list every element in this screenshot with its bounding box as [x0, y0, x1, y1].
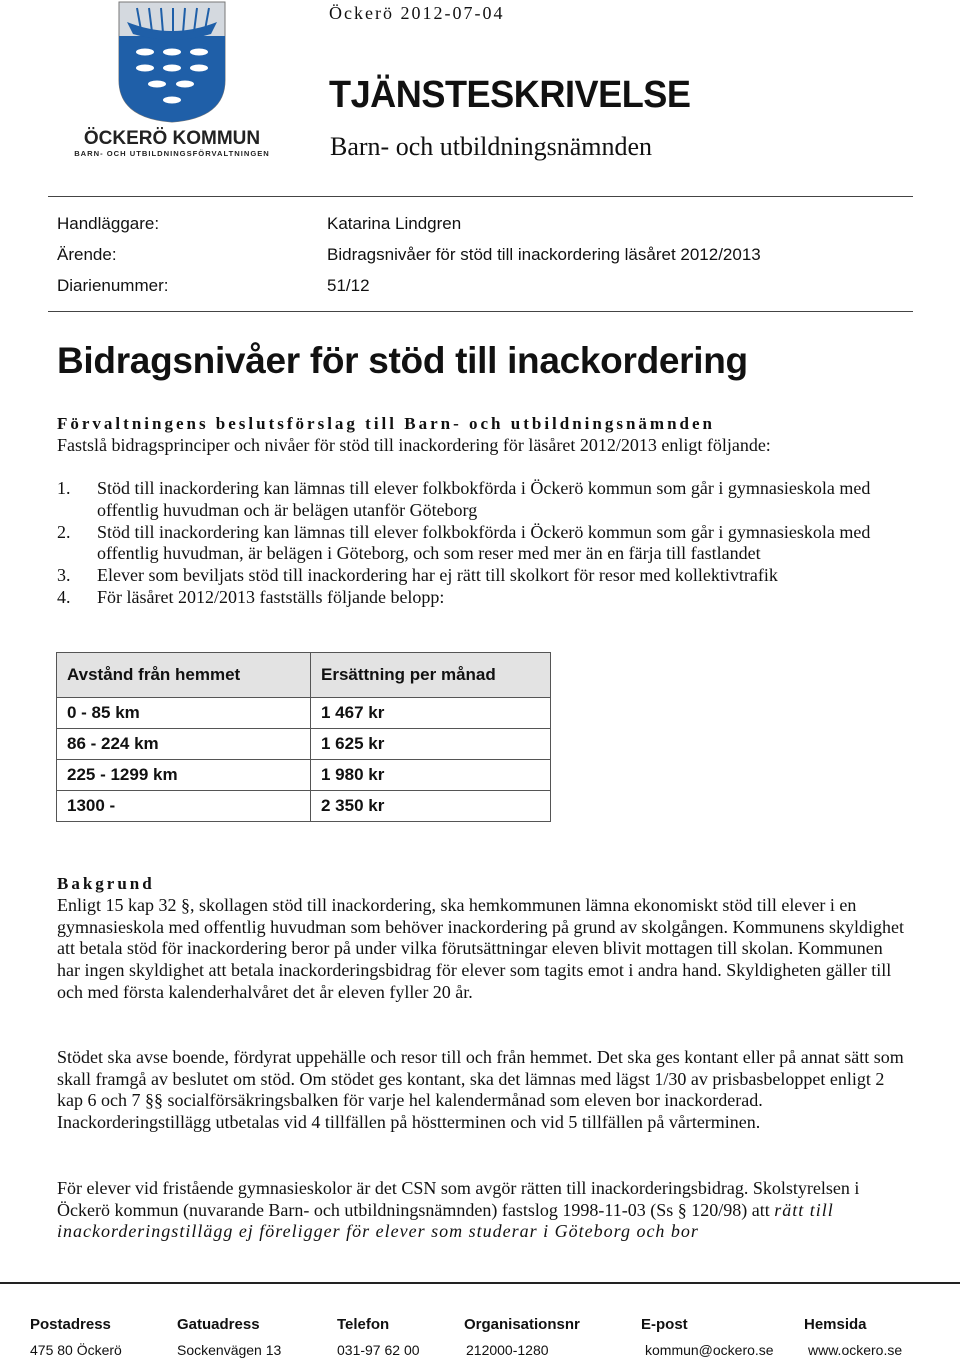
table-row [57, 729, 551, 760]
footer-divider [0, 1282, 960, 1284]
handlaggare-value: Katarina Lindgren [327, 214, 462, 233]
table-row [57, 791, 551, 822]
diarienummer-value: 51/12 [327, 276, 370, 295]
list-item-text: Stöd till inackordering kan lämnas till elever folkbokförda i Öckerö kommun som går i gymnasieskola med offentlig huvudman och är belägen utanför Göteborg [97, 478, 871, 520]
list-item [57, 522, 907, 566]
table-row [57, 698, 551, 729]
document-date: Öckerö 2012-07-04 [329, 3, 505, 23]
footer-label-organisationsnr: Organisationsnr [464, 1316, 580, 1333]
list-item-number: 4. [57, 586, 71, 607]
footer-label-gatuadress: Gatuadress [177, 1316, 260, 1333]
footer-value-gatuadress: Sockenvägen 13 [177, 1342, 282, 1358]
svg-text:BARN- OCH UTBILDNINGSFÖRVALTNI: BARN- OCH UTBILDNINGSFÖRVALTNINGEN [74, 149, 270, 158]
footer-value-hemsida: www.ockero.se [808, 1342, 903, 1358]
rates-table [56, 652, 551, 822]
list-item-text: Stöd till inackordering kan lämnas till elever folkbokförda i Öckerö kommun som går i gymnasieskola med offentlig huvudman, är belägen i Göteborg, och som reser med mer än en färja till fastlandet [97, 521, 871, 564]
background-heading: Bakgrund [57, 874, 155, 893]
footer-label-epost: E-post [641, 1316, 688, 1333]
table-cell: 2 350 kr [311, 791, 551, 822]
table-header-row [57, 653, 551, 698]
divider [48, 196, 913, 197]
department-name: Barn- och utbildningsnämnden [330, 132, 653, 161]
list-item-number: 3. [57, 565, 71, 586]
background-paragraph-1: Enligt 15 kap 32 §, skollagen stöd till inackordering, ska hemkommunen lämna ekonomiskt stöd till elever i en gymnasieskola med offentlig huvudman som behöver inackordering på grund av skolgången. Kommunens skyldighet att betala stöd för inackordering beror på under vilka förutsättningar eleven blivit mottagen till skolan. Kommunen har ingen skyldighet att betala inackorderingsbidrag för elever som tagits emot i andra hand. Skyldigheten gäller till och med första kalenderhalvåret det år eleven fyller 20 år. [57, 895, 905, 1002]
table-cell: 1 467 kr [311, 698, 551, 729]
footer-value-telefon: 031-97 62 00 [337, 1342, 420, 1358]
proposal-heading: Förvaltningens beslutsförslag till Barn- och utbildningsnämnden [57, 414, 716, 433]
paragraph-text: För elever vid fristående gymnasieskolor är det CSN som avgör rätten till inackorderingsbidrag. Skolstyrelsen i Öckerö kommun (nuvarande Barn- och utbildningsnämnden) fastslog 1998-11-03 (Ss § 120/98) att [57, 1178, 860, 1220]
footer-value-epost: kommun@ockero.se [645, 1342, 774, 1358]
table-cell: 86 - 224 km [57, 729, 311, 760]
document-type-title: TJÄNSTESKRIVELSE [329, 74, 691, 116]
footer-label-telefon: Telefon [337, 1316, 390, 1333]
list-item-text: För läsåret 2012/2013 fastställs följande belopp: [97, 586, 445, 607]
background-paragraph-3 [57, 1178, 907, 1243]
list-item [57, 587, 907, 609]
list-item-text: Elever som beviljats stöd till inackordering har ej rätt till skolkort för resor med kollektivtrafik [97, 565, 778, 586]
diarienummer-label: Diarienummer: [57, 276, 169, 295]
municipality-logo [57, 0, 289, 160]
table-cell: 1 625 kr [311, 729, 551, 760]
arende-value: Bidragsnivåer för stöd till inackordering läsåret 2012/2013 [327, 245, 761, 264]
list-item [57, 565, 907, 587]
list-item [57, 478, 907, 522]
footer-label-hemsida: Hemsida [804, 1316, 867, 1333]
footer-value-postadress: 475 80 Öckerö [30, 1342, 122, 1358]
handlaggare-label: Handläggare: [57, 214, 160, 233]
table-row [57, 760, 551, 791]
divider [48, 311, 913, 312]
column-header-amount: Ersättning per månad [311, 653, 551, 698]
column-header-distance: Avstånd från hemmet [57, 653, 311, 698]
table-cell: 1300 - [57, 791, 311, 822]
background-paragraph-2: Stödet ska avse boende, fördyrat uppehälle och resor till och från hemmet. Det ska ges kontant eller på annat sätt som skall framgå av beslutet om stöd. Om stödet ges kontant, ska det lämnas med lägst 1/30 av prisbasbeloppet enligt 2 kap 6 och 7 §§ socialförsäkringsbalken för varje hel kalendermånad som eleven bor inackorderad. Inackorderingstillägg utbetalas vid 4 tillfällen på höstterminen och vid 5 tillfällen på vårterminen. [57, 1047, 904, 1133]
table-cell: 1 980 kr [311, 760, 551, 791]
paragraph-italic-text: rätt till inackorderingstillägg ej föreligger för elever som studerar i Göteborg och bor [57, 1199, 834, 1242]
proposal-intro: Fastslå bidragsprinciper och nivåer för stöd till inackordering för läsåret 2012/2013 enligt följande: [57, 435, 771, 455]
list-item-number: 2. [57, 521, 71, 542]
proposal-list [57, 478, 907, 609]
table-cell: 0 - 85 km [57, 698, 311, 729]
footer-label-postadress: Postadress [30, 1316, 111, 1333]
coat-of-arms-icon [57, 0, 289, 160]
svg-text:ÖCKERÖ KOMMUN: ÖCKERÖ KOMMUN [83, 128, 261, 149]
table-cell: 225 - 1299 km [57, 760, 311, 791]
page-title: Bidragsnivåer för stöd till inackordering [57, 340, 748, 381]
footer-value-organisationsnr: 212000-1280 [466, 1342, 549, 1358]
arende-label: Ärende: [57, 245, 117, 264]
list-item-number: 1. [57, 478, 71, 498]
